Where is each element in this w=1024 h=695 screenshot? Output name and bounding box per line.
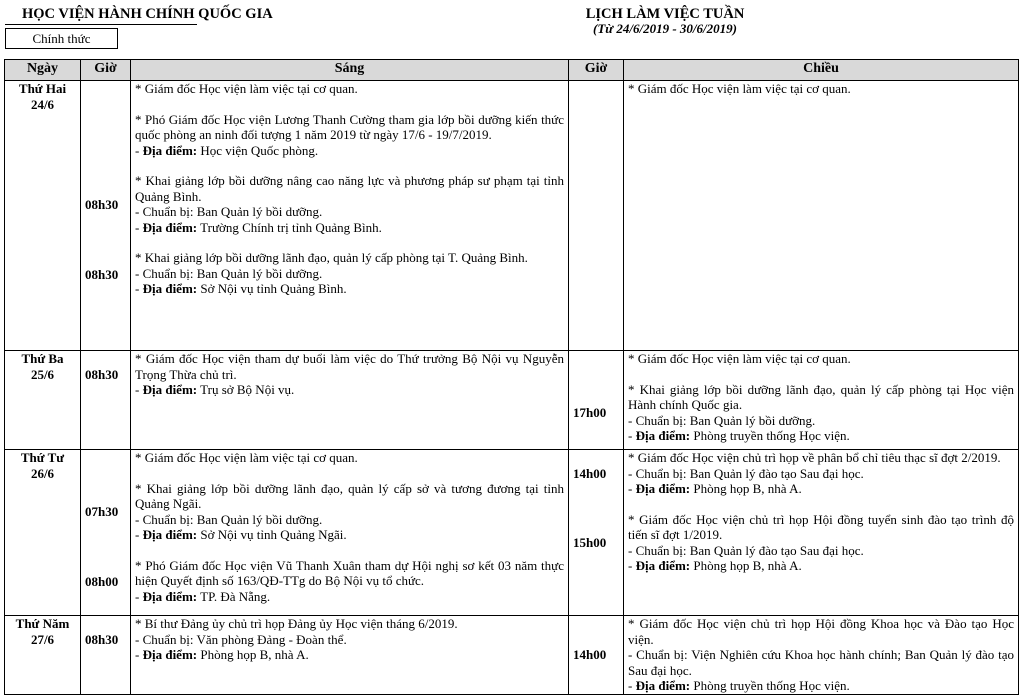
spacer	[573, 367, 619, 382]
activity-line	[628, 678, 1014, 694]
line-text: -	[628, 558, 636, 573]
afternoon-activities-cell	[624, 81, 1019, 351]
organization-underline	[5, 24, 197, 25]
line-text: -	[135, 647, 143, 662]
time-block	[85, 351, 126, 398]
afternoon-time-cell	[569, 450, 624, 616]
location-value: Phòng họp B, nhà A.	[690, 481, 802, 496]
location-label: Địa điểm:	[635, 428, 691, 443]
table-row	[5, 450, 1019, 616]
activity-time: 14h00	[573, 647, 607, 663]
day-label: 25/6	[30, 366, 55, 382]
activity-line	[135, 250, 564, 266]
time-block	[85, 251, 126, 298]
time-block	[85, 616, 126, 663]
afternoon-time-cell	[569, 616, 624, 695]
activity-line	[135, 143, 564, 159]
line-text: - Chuẩn bị: Ban Quản lý bồi dưỡng.	[135, 204, 323, 219]
activity-time: 08h30	[85, 266, 119, 282]
activity-block	[628, 512, 1014, 574]
activity-line	[135, 281, 564, 297]
location-value: TP. Đà Nẵng.	[197, 588, 271, 604]
time-block	[85, 481, 126, 543]
activity-line	[628, 428, 1014, 444]
activity-block	[135, 351, 564, 398]
afternoon-time-cell	[569, 351, 624, 450]
location-value: Phòng truyền thống Học viện.	[690, 428, 850, 443]
line-text: - Chuẩn bị: Văn phòng Đảng - Đoàn thể.	[135, 631, 347, 647]
time-block	[573, 351, 619, 367]
activity-line	[135, 112, 564, 143]
location-value: Phòng họp B, nhà A.	[690, 558, 802, 573]
location-value: Sở Nội vụ tỉnh Quảng Ngãi.	[197, 527, 347, 542]
header-time-morning: Giờ	[81, 60, 131, 81]
spacer	[85, 543, 126, 558]
table-row	[5, 616, 1019, 695]
line-text: -	[135, 588, 143, 604]
time-block	[85, 112, 126, 159]
morning-time-cell	[81, 351, 131, 450]
line-text: -	[628, 678, 636, 693]
activity-time: 14h00	[573, 465, 607, 481]
location-label: Địa điểm:	[635, 558, 691, 573]
time-block	[573, 450, 619, 497]
activity-line	[135, 81, 564, 97]
location-label: Địa điểm:	[142, 588, 198, 604]
line-text: * Khai giảng lớp bồi dưỡng lãnh đạo, quản lý cấp phòng tại Học viện Hành chính Quốc gia.	[628, 381, 1014, 412]
document-status-box: Chính thức	[5, 28, 118, 49]
activity-time: 08h30	[85, 631, 119, 647]
line-text: * Giám đốc Học viện chủ trì họp Hội đồng tuyển sinh đào tạo trình độ tiến sĩ đợt 1/2019.	[628, 511, 1014, 542]
line-text: - Chuẩn bị: Ban Quản lý đào tạo Sau đại học.	[628, 465, 864, 481]
line-text: * Khai giảng lớp bồi dưỡng lãnh đạo, quản lý cấp phòng tại T. Quảng Bình.	[135, 250, 528, 265]
activity-block	[135, 558, 564, 605]
day-label: Thứ Năm	[15, 616, 70, 631]
activity-line	[135, 204, 564, 220]
weekly-schedule-table	[4, 59, 1019, 695]
activity-block	[135, 173, 564, 235]
line-text: - Chuẩn bị: Ban Quản lý đào tạo Sau đại học.	[628, 542, 864, 558]
activity-line	[135, 382, 564, 398]
activity-line	[135, 616, 564, 632]
activity-time: 17h00	[573, 405, 607, 421]
line-text: * Phó Giám đốc Học viện Lương Thanh Cường tham gia lớp bồi dưỡng kiến thức quốc phòng an ninh đối tượng 1 năm 2019 từ ngày 17/6 - 19/7/2019.	[135, 111, 564, 142]
time-block	[573, 382, 619, 444]
location-value: Học viện Quốc phòng.	[197, 142, 319, 158]
line-text: * Bí thư Đảng ủy chủ trì họp Đảng ủy Học viện tháng 6/2019.	[135, 616, 458, 631]
spacer	[628, 497, 1014, 512]
activity-block	[628, 351, 1014, 367]
activity-block	[628, 616, 1014, 694]
line-text: * Phó Giám đốc Học viện Vũ Thanh Xuân tham dự Hội nghị sơ kết 03 năm thực hiện Quyết định số 163/QĐ-TTg do Bộ Nội vụ tổ chức.	[135, 557, 564, 588]
spacer	[135, 97, 564, 112]
day-label: 26/6	[30, 465, 55, 481]
spacer	[573, 497, 619, 512]
activity-block	[135, 112, 564, 159]
header-day: Ngày	[5, 60, 81, 81]
afternoon-time-cell	[569, 81, 624, 351]
time-block	[85, 450, 126, 466]
location-value: Phòng truyền thống Học viện.	[690, 678, 850, 693]
document-date-range: (Từ 24/6/2019 - 30/6/2019)	[593, 21, 737, 36]
time-block	[85, 81, 126, 97]
location-label: Địa điểm:	[142, 219, 198, 235]
morning-time-cell	[81, 450, 131, 616]
morning-time-cell	[81, 616, 131, 695]
activity-block	[628, 81, 1014, 97]
morning-activities-cell	[131, 351, 569, 450]
spacer	[85, 97, 126, 112]
line-text: -	[135, 219, 143, 235]
activity-time: 07h30	[85, 504, 119, 520]
activity-block	[628, 450, 1014, 497]
activity-line	[135, 450, 564, 466]
header-time-afternoon: Giờ	[569, 60, 624, 81]
activity-line	[628, 413, 1014, 429]
activity-line	[628, 481, 1014, 497]
spacer	[628, 367, 1014, 382]
location-value: Sở Nội vụ tỉnh Quảng Bình.	[197, 281, 347, 296]
spacer	[85, 466, 126, 481]
activity-block	[135, 616, 564, 663]
location-label: Địa điểm:	[142, 647, 198, 662]
afternoon-activities-cell	[624, 616, 1019, 695]
activity-line	[135, 589, 564, 605]
activity-line	[135, 647, 564, 663]
day-cell	[5, 351, 81, 450]
activity-line	[135, 173, 564, 204]
day-label: Thứ Hai	[18, 81, 67, 96]
morning-activities-cell	[131, 450, 569, 616]
activity-line	[628, 558, 1014, 574]
activity-line	[628, 450, 1014, 466]
activity-block	[135, 81, 564, 97]
activity-time: 08h30	[85, 197, 119, 213]
activity-line	[135, 481, 564, 512]
table-row	[5, 81, 1019, 351]
location-label: Địa điểm:	[142, 281, 198, 296]
line-text: * Giám đốc Học viện chủ trì họp Hội đồng Khoa học và Đào tạo Học viện.	[628, 616, 1014, 647]
morning-activities-cell	[131, 616, 569, 695]
line-text: * Khai giảng lớp bồi dưỡng lãnh đạo, quản lý cấp sở và tương đương tại tỉnh Quảng Ngãi.	[135, 480, 564, 511]
line-text: -	[628, 428, 636, 443]
day-label: Thứ Tư	[20, 450, 65, 465]
line-text: * Giám đốc Học viện chủ trì họp về phân bổ chỉ tiêu thạc sĩ đợt 2/2019.	[628, 450, 1001, 465]
line-text: -	[628, 481, 636, 496]
line-text: * Giám đốc Học viện làm việc tại cơ quan.	[135, 81, 358, 96]
spacer	[135, 466, 564, 481]
activity-line	[628, 382, 1014, 413]
activity-block	[628, 382, 1014, 444]
day-cell	[5, 450, 81, 616]
day-label: 24/6	[30, 96, 55, 112]
location-label: Địa điểm:	[142, 527, 198, 542]
activity-block	[135, 481, 564, 543]
line-text: * Khai giảng lớp bồi dưỡng nâng cao năng lực và phương pháp sư phạm tại tỉnh Quảng Bình.	[135, 173, 564, 204]
activity-line	[628, 466, 1014, 482]
activity-time: 08h00	[85, 573, 119, 589]
line-text: -	[135, 281, 143, 296]
time-block	[573, 616, 619, 694]
activity-line	[628, 512, 1014, 543]
header-afternoon: Chiều	[624, 60, 1019, 81]
line-text: - Chuẩn bị: Ban Quản lý bồi dưỡng.	[135, 511, 323, 527]
morning-activities-cell	[131, 81, 569, 351]
header-morning: Sáng	[131, 60, 569, 81]
activity-line	[135, 527, 564, 543]
location-label: Địa điểm:	[142, 382, 198, 397]
table-row	[5, 351, 1019, 450]
day-label: Thứ Ba	[21, 351, 64, 366]
line-text: - Chuẩn bị: Ban Quản lý bồi dưỡng.	[135, 265, 323, 281]
location-label: Địa điểm:	[635, 481, 691, 496]
day-label: 27/6	[30, 631, 55, 647]
spacer	[135, 158, 564, 173]
time-block	[85, 558, 126, 605]
activity-block	[135, 250, 564, 297]
activity-line	[628, 351, 1014, 367]
activity-line	[628, 616, 1014, 647]
location-value: Trụ sở Bộ Nội vụ.	[197, 382, 295, 397]
activity-line	[135, 512, 564, 528]
activity-block	[135, 450, 564, 466]
activity-line	[135, 220, 564, 236]
morning-time-cell	[81, 81, 131, 351]
table-header-row	[5, 60, 1019, 81]
afternoon-activities-cell	[624, 351, 1019, 450]
location-value: Trường Chính trị tỉnh Quảng Bình.	[197, 219, 382, 235]
day-cell	[5, 81, 81, 351]
line-text: -	[135, 382, 143, 397]
activity-line	[135, 558, 564, 589]
afternoon-activities-cell	[624, 450, 1019, 616]
line-text: * Giám đốc Học viện tham dự buổi làm việc do Thứ trưởng Bộ Nội vụ Nguyễn Trọng Thừa chủ trì.	[135, 351, 564, 382]
line-text: * Giám đốc Học viện làm việc tại cơ quan.	[628, 351, 851, 366]
activity-line	[135, 351, 564, 382]
document-title: LỊCH LÀM VIỆC TUẦN	[585, 6, 745, 22]
organization-name: HỌC VIỆN HÀNH CHÍNH QUỐC GIA	[22, 6, 273, 22]
activity-line	[628, 647, 1014, 678]
location-value: Phòng họp B, nhà A.	[197, 647, 309, 662]
line-text: - Chuẩn bị: Ban Quản lý bồi dưỡng.	[628, 412, 816, 428]
activity-line	[628, 543, 1014, 559]
day-cell	[5, 616, 81, 695]
line-text: * Giám đốc Học viện làm việc tại cơ quan.	[135, 450, 358, 465]
line-text: - Chuẩn bị: Viện Nghiên cứu Khoa học hành chính; Ban Quản lý đào tạo Sau đại học.	[628, 647, 1014, 678]
spacer	[85, 236, 126, 251]
activity-line	[628, 81, 1014, 97]
spacer	[135, 543, 564, 558]
location-label: Địa điểm:	[635, 678, 691, 693]
time-block	[573, 512, 619, 574]
time-block	[85, 174, 126, 236]
line-text: -	[135, 527, 143, 542]
line-text: * Giám đốc Học viện làm việc tại cơ quan.	[628, 81, 851, 96]
location-label: Địa điểm:	[142, 142, 198, 158]
activity-time: 15h00	[573, 535, 607, 551]
activity-time: 08h30	[85, 366, 119, 382]
spacer	[135, 235, 564, 250]
time-block	[573, 81, 619, 97]
line-text: -	[135, 142, 143, 158]
spacer	[85, 159, 126, 174]
activity-line	[135, 266, 564, 282]
activity-line	[135, 632, 564, 648]
